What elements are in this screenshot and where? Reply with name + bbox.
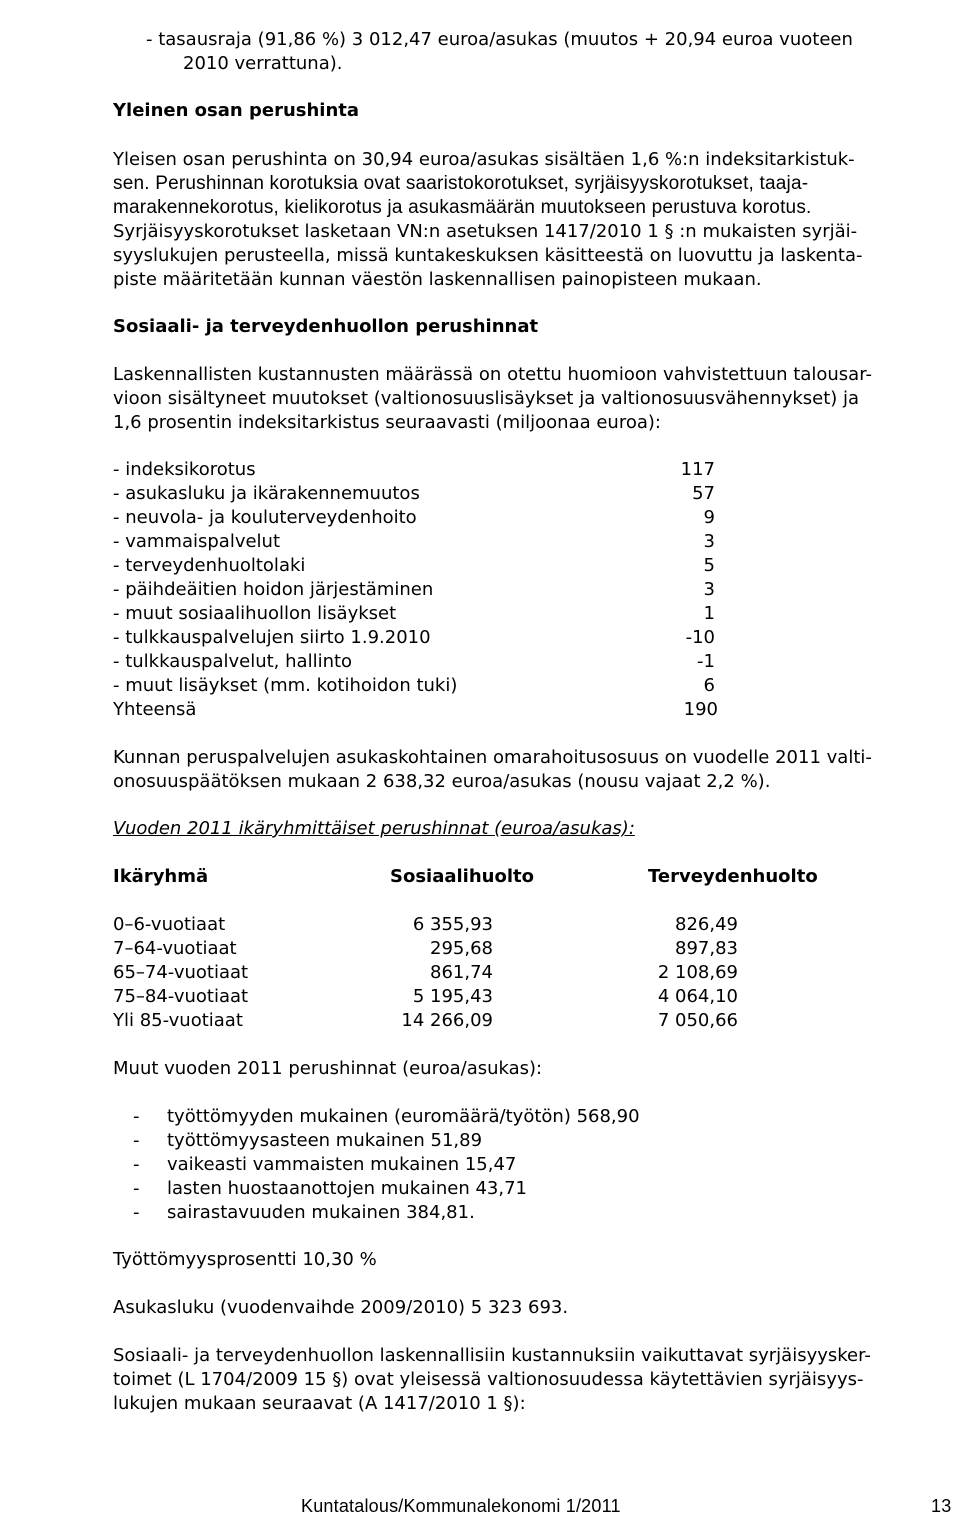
sote-item-value: 1 (703, 603, 715, 624)
sote-item-label: - terveydenhuoltolaki (113, 555, 306, 576)
ikaryhma-row-terveys: 2 108,69 (657, 962, 738, 983)
ikaryhma-row-label: 0–6-vuotiaat (113, 914, 226, 935)
muut-bullet: - (133, 1154, 140, 1175)
muut-bullet: - (133, 1202, 140, 1223)
ikaryhma-row-sosiaali: 861,74 (430, 962, 493, 983)
col-header-sosiaalihuolto: Sosiaalihuolto (390, 866, 534, 887)
sote-item-label: - vammaispalvelut (113, 531, 281, 552)
sote-intro-line: Laskennallisten kustannusten määrässä on otettu huomioon vahvistettuun talousar- (113, 364, 872, 385)
ikaryhma-row-label: Yli 85-vuotiaat (113, 1010, 243, 1031)
sote-item-value: -1 (697, 651, 715, 672)
perushinta-line: Yleisen osan perushinta on 30,94 euroa/asukas sisältäen 1,6 %:n indeksitarkistuk- (113, 149, 855, 170)
syrjaisyys-line: lukujen mukaan seuraavat (A 1417/2010 1 §): (113, 1393, 526, 1414)
sote-item-label: - muut lisäykset (mm. kotihoidon tuki) (113, 675, 458, 696)
perushinta-line: Syrjäisyyskorotukset lasketaan VN:n asetuksen 1417/2010 1 § :n mukaisten syrjäi- (113, 221, 858, 242)
muut-item: vaikeasti vammaisten mukainen 15,47 (167, 1154, 517, 1175)
perushinta-heading: Yleinen osan perushinta (113, 100, 360, 121)
sote-item-label: - päihdeäitien hoidon järjestäminen (113, 579, 434, 600)
syrjaisyys-line: toimet (L 1704/2009 15 §) ovat yleisessä valtionosuudessa käytettävien syrjäisyys- (113, 1369, 864, 1390)
omarahoitus-line: Kunnan peruspalvelujen asukaskohtainen omarahoitusosuus on vuodelle 2011 valti- (113, 747, 872, 768)
ikaryhma-row-sosiaali: 295,68 (430, 938, 493, 959)
asukasluku: Asukasluku (vuodenvaihde 2009/2010) 5 323 693. (113, 1297, 569, 1318)
ikaryhma-caption: Vuoden 2011 ikäryhmittäiset perushinnat (euroa/asukas): (113, 818, 635, 839)
muut-item: sairastavuuden mukainen 384,81. (167, 1202, 475, 1223)
col-header-ikaryhma: Ikäryhmä (113, 866, 209, 887)
tasausraja-line-1: - tasausraja (91,86 %) 3 012,47 euroa/asukas (muutos + 20,94 euroa vuoteen (146, 29, 853, 50)
sote-item-value: -10 (685, 627, 715, 648)
ikaryhma-row-sosiaali: 5 195,43 (412, 986, 493, 1007)
footer-page-number: 13 (931, 1496, 952, 1516)
ikaryhma-row-terveys: 897,83 (675, 938, 738, 959)
ikaryhma-row-terveys: 826,49 (675, 914, 738, 935)
sote-item-label: - tulkkauspalvelut, hallinto (113, 651, 353, 672)
ikaryhma-row-terveys: 7 050,66 (657, 1010, 738, 1031)
footer-publication: Kuntatalous/Kommunalekonomi 1/2011 (301, 1496, 621, 1516)
sote-item-value: 3 (703, 579, 715, 600)
muut-bullet: - (133, 1130, 140, 1151)
perushinta-line: sen. Perushinnan korotuksia ovat saaristokorotukset, syrjäisyyskorotukset, taaja- (113, 173, 809, 194)
sote-item-value: 3 (703, 531, 715, 552)
sote-item-value: 117 (680, 459, 715, 480)
sote-item-label: - neuvola- ja kouluterveydenhoito (113, 507, 417, 528)
ikaryhma-row-terveys: 4 064,10 (657, 986, 738, 1007)
muut-bullet: - (133, 1178, 140, 1199)
sote-total-value: 190 (683, 699, 718, 720)
ikaryhma-row-sosiaali: 6 355,93 (412, 914, 493, 935)
syrjaisyys-line: Sosiaali- ja terveydenhuollon laskennallisiin kustannuksiin vaikuttavat syrjäisyysker- (113, 1345, 871, 1366)
ikaryhma-row-label: 65–74-vuotiaat (113, 962, 249, 983)
ikaryhma-row-label: 7–64-vuotiaat (113, 938, 237, 959)
muut-bullet: - (133, 1106, 140, 1127)
sote-item-value: 57 (692, 483, 715, 504)
muut-item: työttömyyden mukainen (euromäärä/työtön) 568,90 (167, 1106, 640, 1127)
sote-intro-line: vioon sisältyneet muutokset (valtionosuuslisäykset ja valtionosuusvähennykset) ja (113, 388, 860, 409)
perushinta-line: piste määritetään kunnan väestön laskennallisen painopisteen mukaan. (113, 269, 762, 290)
sote-item-value: 9 (703, 507, 715, 528)
muut-item: lasten huostaanottojen mukainen 43,71 (167, 1178, 527, 1199)
omarahoitus-line: onosuuspäätöksen mukaan 2 638,32 euroa/asukas (nousu vajaat 2,2 %). (113, 771, 771, 792)
sote-item-label: - indeksikorotus (113, 459, 256, 480)
perushinta-line: marakennekorotus, kielikorotus ja asukasmäärän muutokseen perustuva korotus. (113, 197, 812, 218)
ikaryhma-row-sosiaali: 14 266,09 (401, 1010, 493, 1031)
perushinta-line: syyslukujen perusteella, missä kuntakeskuksen käsitteestä on luovuttu ja laskenta- (113, 245, 863, 266)
sote-heading: Sosiaali- ja terveydenhuollon perushinnat (113, 316, 539, 337)
col-header-terveydenhuolto: Terveydenhuolto (648, 866, 818, 887)
sote-item-label: - muut sosiaalihuollon lisäykset (113, 603, 397, 624)
sote-item-value: 6 (703, 675, 715, 696)
sote-intro-line: 1,6 prosentin indeksitarkistus seuraavasti (miljoonaa euroa): (113, 412, 661, 433)
muut-heading: Muut vuoden 2011 perushinnat (euroa/asukas): (113, 1058, 543, 1079)
sote-item-value: 5 (703, 555, 715, 576)
muut-item: työttömyysasteen mukainen 51,89 (167, 1130, 483, 1151)
sote-item-label: - tulkkauspalvelujen siirto 1.9.2010 (113, 627, 431, 648)
sote-total-label: Yhteensä (113, 699, 197, 720)
tasausraja-line-2: 2010 verrattuna). (183, 53, 343, 74)
sote-item-label: - asukasluku ja ikärakennemuutos (113, 483, 420, 504)
tyottomyysprosentti: Työttömyysprosentti 10,30 % (113, 1249, 377, 1270)
ikaryhma-row-label: 75–84-vuotiaat (113, 986, 249, 1007)
